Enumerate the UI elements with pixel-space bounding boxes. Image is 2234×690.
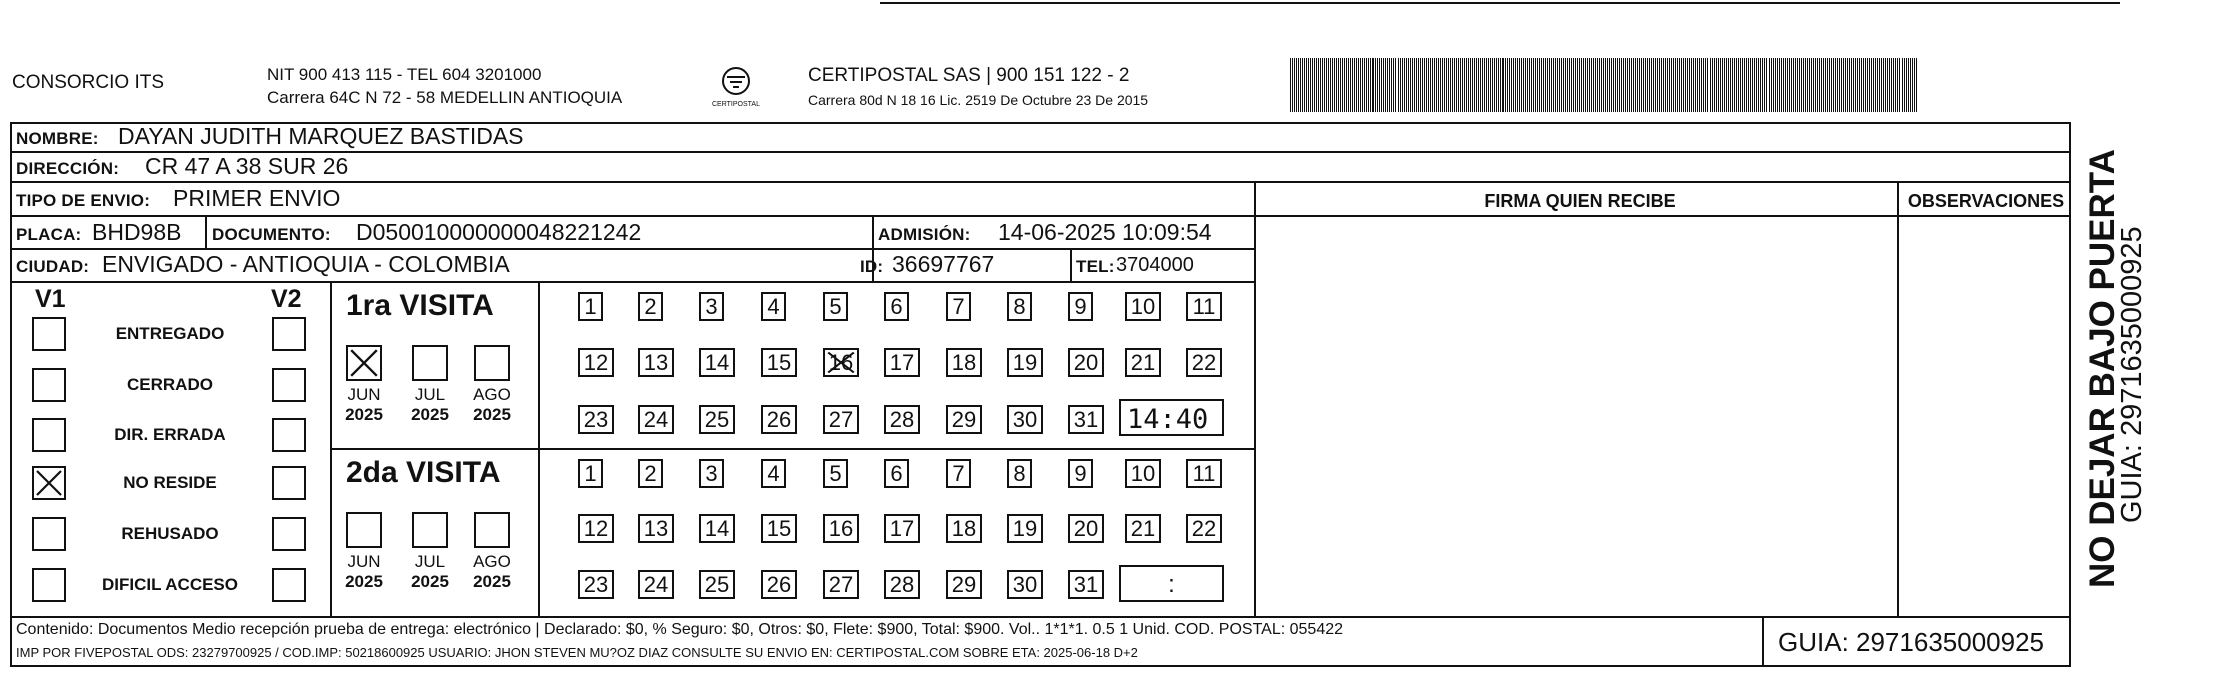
visit1-day-box[interactable] <box>578 405 614 434</box>
month-name: AGO <box>473 552 511 571</box>
visit1-day-box[interactable] <box>761 292 786 321</box>
visit2-day-box[interactable] <box>1068 570 1104 599</box>
v1-checkbox[interactable] <box>32 568 66 602</box>
id-value: 36697767 <box>892 251 995 277</box>
company-name: CONSORCIO ITS <box>12 72 165 93</box>
visit1-day-box[interactable] <box>1186 348 1222 377</box>
visit1-day-box[interactable] <box>884 292 909 321</box>
day-number: 11 <box>1192 461 1216 486</box>
day-number: 29 <box>951 572 977 597</box>
col-line <box>1897 181 1899 617</box>
visit2-day-box[interactable] <box>699 514 735 543</box>
day-number: 16 <box>828 350 854 375</box>
ciudad-value: ENVIGADO - ANTIOQUIA - COLOMBIA <box>102 251 510 277</box>
visit2-day-box[interactable] <box>1125 514 1161 543</box>
month-year: 2025 <box>411 404 449 424</box>
visit2-day-box[interactable] <box>884 570 920 599</box>
direccion-value: CR 47 A 38 SUR 26 <box>145 153 349 179</box>
day-number: 30 <box>1012 572 1038 597</box>
visit2-time: : <box>1168 571 1175 598</box>
month-name: JUL <box>414 385 446 404</box>
visit1-day-box[interactable] <box>638 405 674 434</box>
firma-label: FIRMA QUIEN RECIBE <box>1484 191 1676 211</box>
day-number: 10 <box>1130 294 1156 319</box>
status-label: REHUSADO <box>121 524 219 543</box>
month-year: 2025 <box>345 571 383 591</box>
day-number: 9 <box>1074 461 1087 486</box>
carrier-name: CERTIPOSTAL SAS | 900 151 122 - 2 <box>808 65 1130 86</box>
visit1-title: 1ra VISITA <box>346 289 494 322</box>
day-number: 5 <box>829 461 842 486</box>
logo-text: CERTIPOSTAL <box>712 101 760 108</box>
status-label: DIFICIL ACCESO <box>101 575 238 594</box>
visit1-month-checkbox[interactable] <box>474 345 510 381</box>
row-line <box>10 181 2071 183</box>
visit2-day-box[interactable] <box>699 459 724 488</box>
day-number: 4 <box>767 294 780 319</box>
barcode <box>1290 58 1920 112</box>
visit2-day-box[interactable] <box>578 459 603 488</box>
visit2-month-label <box>405 552 455 591</box>
col-line <box>2069 181 2071 617</box>
visit2-day-box[interactable] <box>1007 570 1043 599</box>
status-label: ENTREGADO <box>115 324 225 343</box>
v2-checkbox[interactable] <box>272 466 306 500</box>
visit2-day-box[interactable] <box>1068 514 1104 543</box>
placa-label: PLACA: <box>16 225 82 244</box>
v2-checkbox[interactable] <box>272 418 306 452</box>
visit1-day-box[interactable] <box>1007 405 1043 434</box>
day-number: 26 <box>766 407 792 432</box>
day-number: 3 <box>705 461 718 486</box>
visit1-day-box[interactable] <box>884 348 920 377</box>
day-number: 13 <box>643 516 669 541</box>
visit1-day-box[interactable] <box>699 292 724 321</box>
day-number: 18 <box>951 350 977 375</box>
ciudad-label: CIUDAD: <box>16 257 90 276</box>
visit1-day-box[interactable] <box>699 348 735 377</box>
month-year: 2025 <box>473 404 511 424</box>
visit1-day-box[interactable] <box>638 292 663 321</box>
visit2-day-box[interactable] <box>1125 459 1161 488</box>
visit1-day-box[interactable] <box>1007 292 1032 321</box>
tipo-envio-label: TIPO DE ENVIO: <box>16 191 151 210</box>
visit1-month-label <box>339 385 389 424</box>
day-number: 30 <box>1012 407 1038 432</box>
side-warning: NO DEJAR BAJO PUERTA <box>2083 149 2122 588</box>
visit2-day-box[interactable] <box>823 570 859 599</box>
visit1-day-box[interactable] <box>823 405 859 434</box>
visit2-day-box[interactable] <box>946 570 982 599</box>
day-number: 31 <box>1073 572 1099 597</box>
day-number: 20 <box>1073 516 1099 541</box>
v1-checkbox[interactable] <box>32 368 66 402</box>
row-line <box>10 215 2071 217</box>
visit2-month-checkbox[interactable] <box>412 512 448 548</box>
row-line <box>10 248 1255 250</box>
visit2-day-box[interactable] <box>761 514 797 543</box>
visit2-day-box[interactable] <box>823 459 848 488</box>
observaciones-label: OBSERVACIONES <box>1907 191 2065 211</box>
visit1-month-label <box>405 385 455 424</box>
col-line <box>1254 181 1256 617</box>
day-number: 24 <box>643 407 669 432</box>
tel-label: TEL: <box>1076 257 1115 276</box>
visit2-day-box[interactable] <box>638 514 674 543</box>
visit2-day-box[interactable] <box>823 514 859 543</box>
visit1-month-checkbox[interactable] <box>346 345 382 381</box>
month-year: 2025 <box>345 404 383 424</box>
visit1-day-box[interactable] <box>761 405 797 434</box>
month-name: AGO <box>473 385 511 404</box>
visit2-time-field[interactable] <box>1119 565 1224 602</box>
tipo-envio-value: PRIMER ENVIO <box>173 185 341 211</box>
day-number: 19 <box>1012 350 1038 375</box>
visit2-day-box[interactable] <box>638 459 663 488</box>
v1-checkbox[interactable] <box>32 466 66 500</box>
day-number: 7 <box>952 461 965 486</box>
day-number: 20 <box>1073 350 1099 375</box>
footer-guia: GUIA: 2971635000925 <box>1778 627 2044 657</box>
day-number: 5 <box>829 294 842 319</box>
v2-label: V2 <box>271 285 302 313</box>
status-label: DIR. ERRADA <box>114 425 226 444</box>
visit2-day-box[interactable] <box>1068 459 1093 488</box>
col-line <box>205 215 207 249</box>
day-number: 7 <box>952 294 965 319</box>
day-number: 3 <box>705 294 718 319</box>
day-number: 31 <box>1073 407 1099 432</box>
visit2-month-checkbox[interactable] <box>346 512 382 548</box>
day-number: 23 <box>583 572 609 597</box>
visit2-day-box[interactable] <box>761 459 786 488</box>
month-name: JUL <box>414 552 446 571</box>
v2-checkbox[interactable] <box>272 368 306 402</box>
visit1-month-checkbox[interactable] <box>412 345 448 381</box>
visit1-day-box[interactable] <box>699 405 735 434</box>
status-label: CERRADO <box>127 375 213 394</box>
visit1-time-field[interactable] <box>1119 399 1224 436</box>
day-number: 15 <box>766 516 792 541</box>
day-number: 2 <box>644 461 657 486</box>
visit1-day-box[interactable] <box>1068 405 1104 434</box>
day-number: 10 <box>1130 461 1156 486</box>
id-label: ID: <box>860 257 884 276</box>
day-number: 16 <box>828 516 854 541</box>
visit1-day-box[interactable] <box>1068 292 1093 321</box>
x-mark-icon <box>34 468 64 498</box>
day-number: 14 <box>704 350 730 375</box>
day-number: 4 <box>767 461 780 486</box>
day-number: 25 <box>704 572 730 597</box>
status-label: NO RESIDE <box>123 473 217 492</box>
day-number: 23 <box>583 407 609 432</box>
month-name: JUN <box>347 552 381 571</box>
day-number: 6 <box>890 294 903 319</box>
day-number: 13 <box>643 350 669 375</box>
visit1-day-box[interactable] <box>884 405 920 434</box>
day-number: 11 <box>1192 294 1216 319</box>
admision-value: 14-06-2025 10:09:54 <box>998 219 1212 245</box>
visit2-day-box[interactable] <box>638 570 674 599</box>
month-year: 2025 <box>411 571 449 591</box>
visit2-day-box[interactable] <box>946 514 982 543</box>
visit2-day-box[interactable] <box>1186 514 1222 543</box>
day-number: 2 <box>644 294 657 319</box>
day-number: 6 <box>890 461 903 486</box>
day-number: 21 <box>1130 350 1156 375</box>
v2-checkbox[interactable] <box>272 517 306 551</box>
month-year: 2025 <box>473 571 511 591</box>
day-number: 17 <box>889 350 915 375</box>
visit1-month-label <box>467 385 517 424</box>
documento-value: D050010000000048221242 <box>356 219 642 245</box>
visit1-day-box[interactable] <box>946 292 971 321</box>
month-name: JUN <box>347 385 381 404</box>
visit2-month-label <box>339 552 389 591</box>
row-line <box>10 281 1255 283</box>
documento-label: DOCUMENTO: <box>212 225 331 244</box>
visit1-day-box[interactable] <box>1125 348 1161 377</box>
day-number: 1 <box>584 461 597 486</box>
visit1-day-box[interactable] <box>823 292 848 321</box>
visit1-day-box[interactable] <box>1068 348 1104 377</box>
day-number: 29 <box>951 407 977 432</box>
footer-contents: Contenido: Documentos Medio recepción prueba de entrega: electrónico | Declarado: $0, % Seguro: $0, Otros: $0, Flete: $900, Total: $900. Vol.. 1*1*1. 0.5 1 Unid. COD. POSTAL: 055422 <box>16 621 1344 638</box>
visit1-day-box[interactable] <box>578 292 603 321</box>
v1-checkbox[interactable] <box>32 418 66 452</box>
x-mark-icon <box>825 350 857 375</box>
visit2-day-box[interactable] <box>1007 514 1043 543</box>
barcode-bars <box>1290 58 1920 112</box>
visit-divider <box>330 448 1254 450</box>
day-number: 8 <box>1013 461 1026 486</box>
visit1-day-box[interactable] <box>823 348 859 377</box>
day-number: 17 <box>889 516 915 541</box>
visit1-day-box[interactable] <box>761 348 797 377</box>
col-line <box>1070 248 1072 281</box>
certipostal-logo <box>706 63 766 113</box>
visit2-month-label <box>467 552 517 591</box>
admision-label: ADMISIÓN: <box>878 225 971 244</box>
day-number: 8 <box>1013 294 1026 319</box>
day-number: 22 <box>1191 350 1217 375</box>
direccion-label: DIRECCIÓN: <box>16 159 120 178</box>
visit1-day-box[interactable] <box>946 348 982 377</box>
visit1-day-box[interactable] <box>638 348 674 377</box>
v1-label: V1 <box>35 285 66 313</box>
visit2-day-box[interactable] <box>884 459 909 488</box>
day-number: 15 <box>766 350 792 375</box>
top-edge-line <box>880 2 2120 4</box>
visit1-day-box[interactable] <box>1186 292 1222 321</box>
v1-checkbox[interactable] <box>32 517 66 551</box>
v2-checkbox[interactable] <box>272 317 306 351</box>
v2-checkbox[interactable] <box>272 568 306 602</box>
nombre-value: DAYAN JUDITH MARQUEZ BASTIDAS <box>118 123 524 149</box>
v1-checkbox[interactable] <box>32 317 66 351</box>
visit2-day-box[interactable] <box>884 514 920 543</box>
placa-value: BHD98B <box>92 219 182 245</box>
visit1-day-box[interactable] <box>1125 292 1161 321</box>
nombre-label: NOMBRE: <box>16 129 99 148</box>
x-mark-icon <box>348 347 380 379</box>
visit1-time: 14:40 <box>1127 404 1209 435</box>
tel-value: 3704000 <box>1116 254 1194 276</box>
visit2-day-box[interactable] <box>578 570 614 599</box>
day-number: 14 <box>704 516 730 541</box>
company-nit: NIT 900 413 115 - TEL 604 3201000 <box>267 65 542 84</box>
day-number: 26 <box>766 572 792 597</box>
day-number: 12 <box>583 350 609 375</box>
visit2-title: 2da VISITA <box>346 456 501 489</box>
day-number: 27 <box>828 572 854 597</box>
company-address: Carrera 64C N 72 - 58 MEDELLIN ANTIOQUIA <box>267 88 623 107</box>
visit2-day-box[interactable] <box>761 570 797 599</box>
day-number: 18 <box>951 516 977 541</box>
visit2-day-box[interactable] <box>946 459 971 488</box>
visit2-day-box[interactable] <box>699 570 735 599</box>
day-number: 1 <box>584 294 597 319</box>
footer-print-info: IMP POR FIVEPOSTAL ODS: 23279700925 / COD.IMP: 50218600925 USUARIO: JHON STEVEN MU?OZ DIAZ CONSULTE SU ENVIO EN: CERTIPOSTAL.COM SOBRE ETA: 2025-06-18 D+2 <box>16 645 1138 660</box>
visit2-day-box[interactable] <box>1186 459 1222 488</box>
day-number: 12 <box>583 516 609 541</box>
day-number: 21 <box>1130 516 1156 541</box>
day-number: 28 <box>889 407 915 432</box>
carrier-address: Carrera 80d N 18 16 Lic. 2519 De Octubre 23 De 2015 <box>808 92 1149 108</box>
day-number: 22 <box>1191 516 1217 541</box>
day-number: 25 <box>704 407 730 432</box>
day-number: 28 <box>889 572 915 597</box>
visit2-month-checkbox[interactable] <box>474 512 510 548</box>
visit1-day-box[interactable] <box>1007 348 1043 377</box>
visit1-day-box[interactable] <box>946 405 982 434</box>
day-number: 9 <box>1074 294 1087 319</box>
visit2-day-box[interactable] <box>578 514 614 543</box>
day-number: 19 <box>1012 516 1038 541</box>
visit1-day-box[interactable] <box>578 348 614 377</box>
visit2-day-box[interactable] <box>1007 459 1032 488</box>
col-line <box>1762 616 1764 667</box>
side-guia: GUIA: 2971635000925 <box>2116 226 2148 523</box>
day-number: 24 <box>643 572 669 597</box>
day-number: 27 <box>828 407 854 432</box>
